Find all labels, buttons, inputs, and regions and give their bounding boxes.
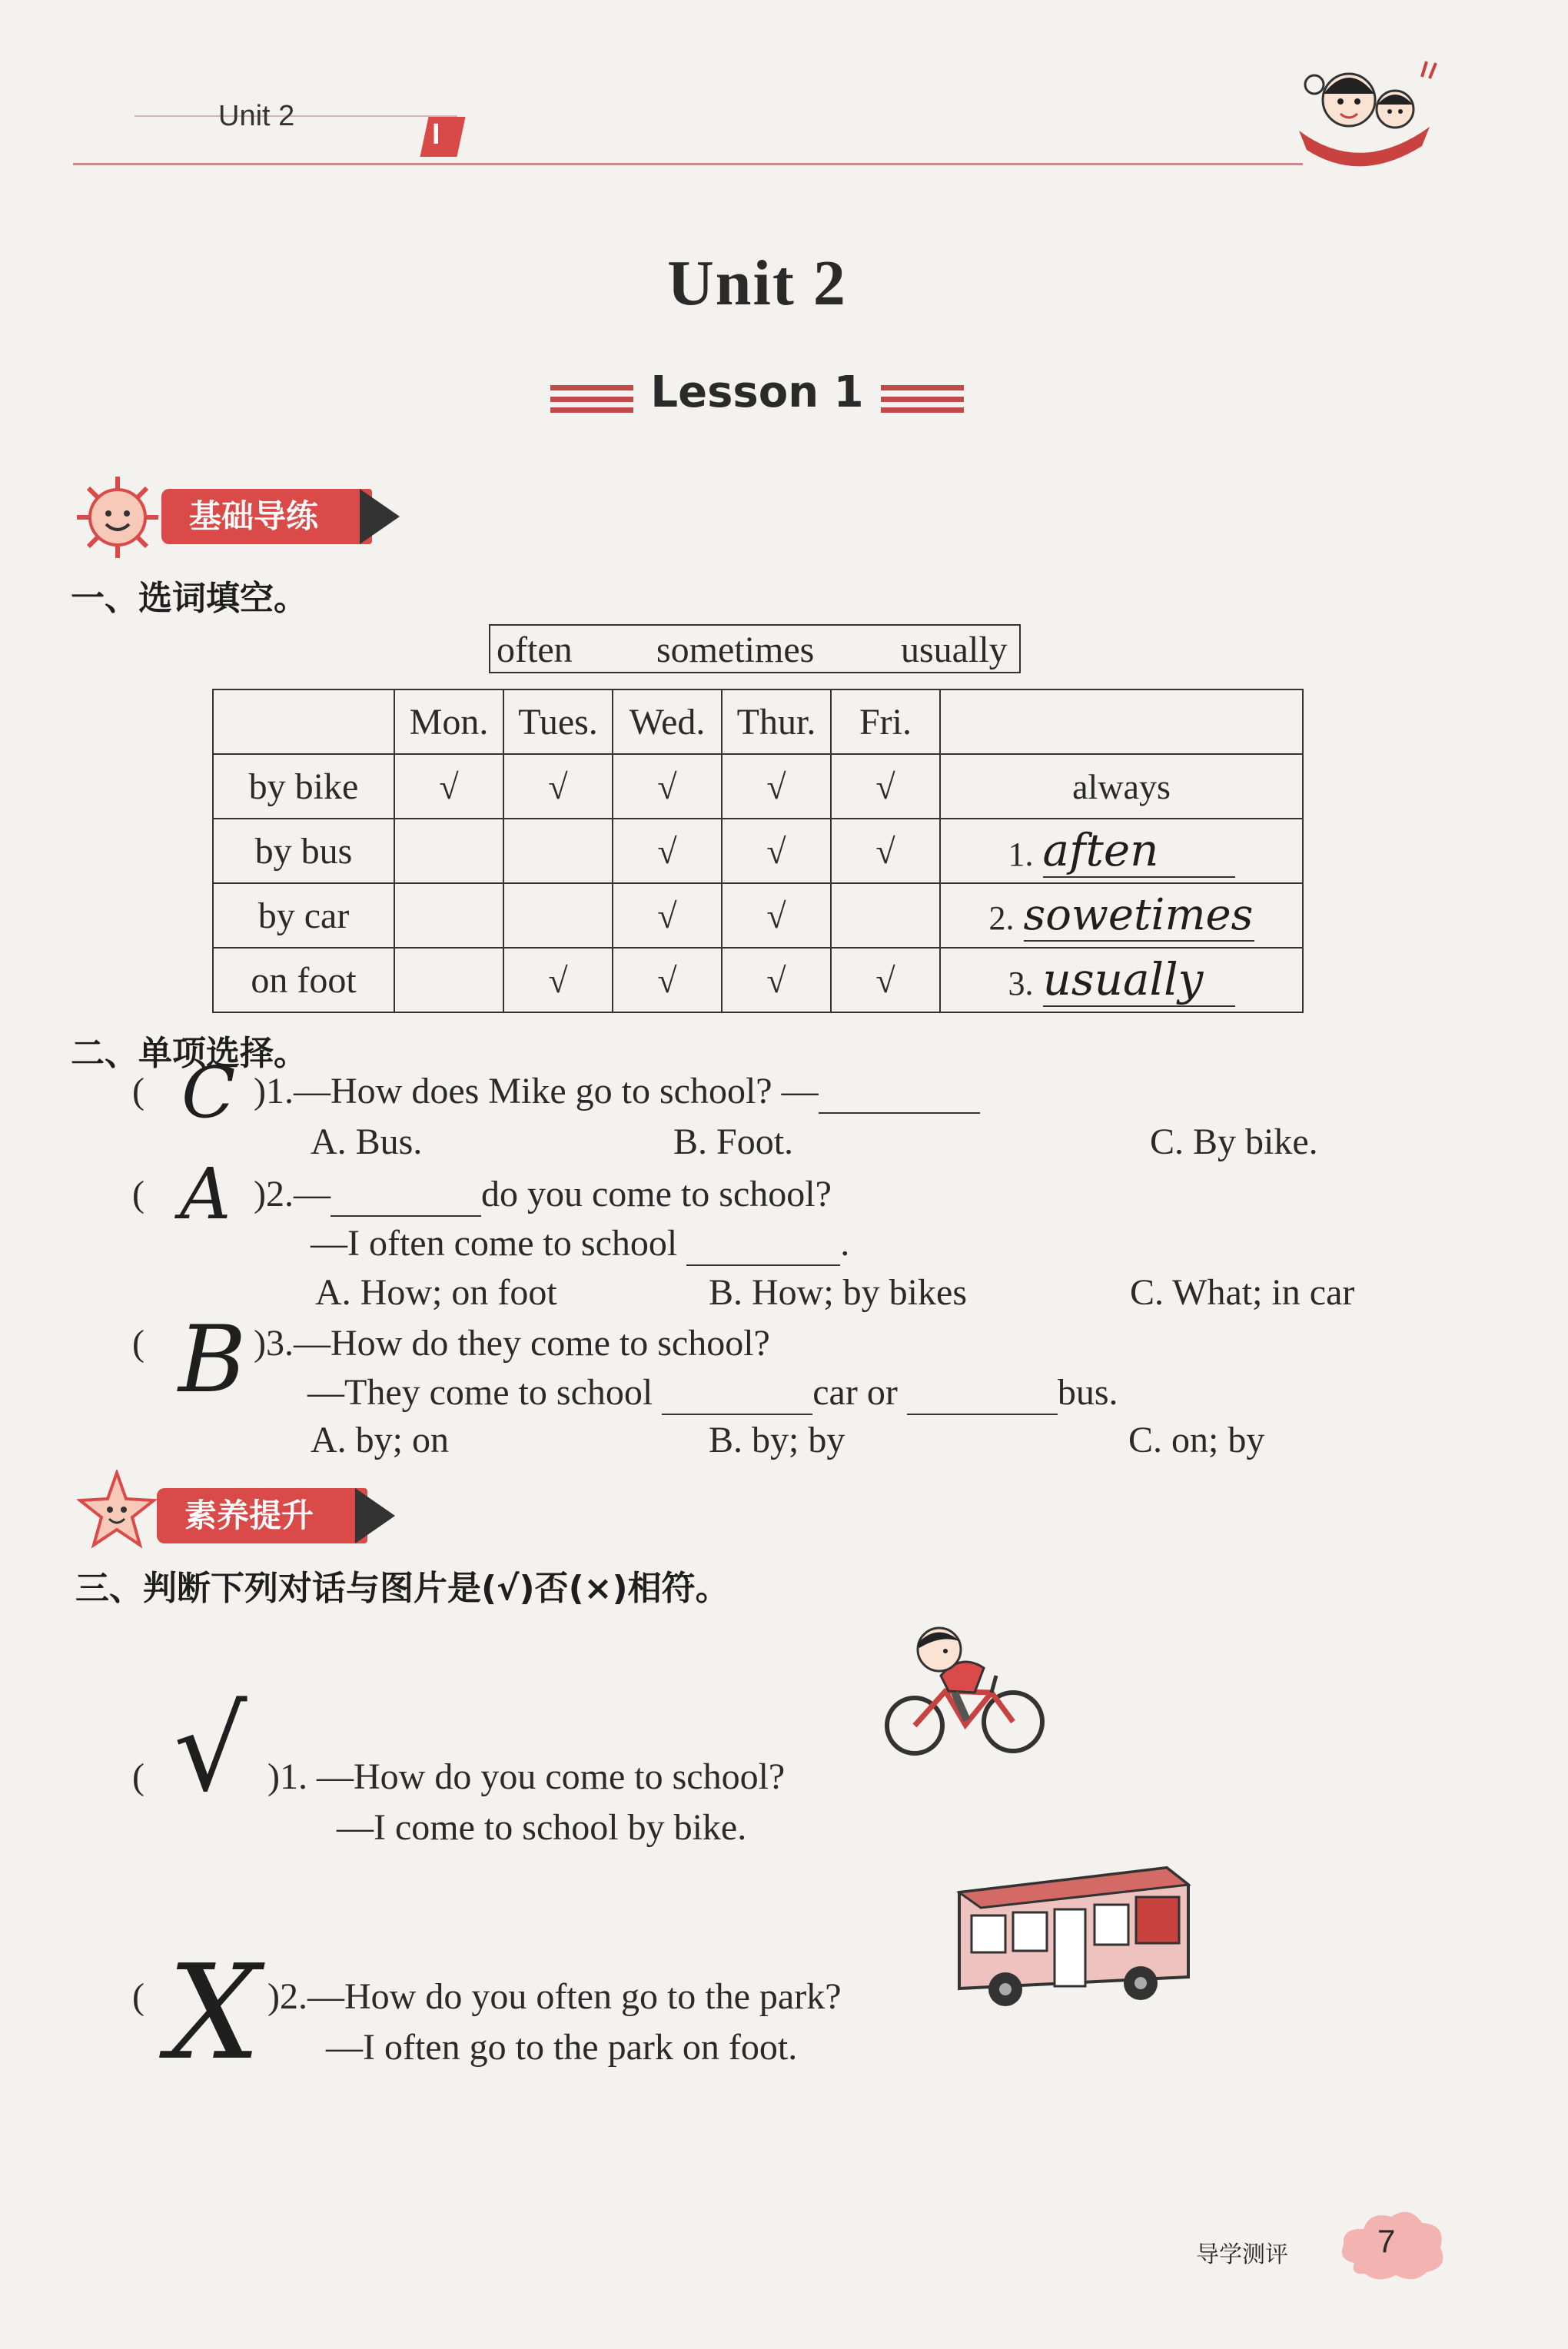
tick-cell: √	[503, 948, 613, 1012]
answer-cell	[940, 754, 1303, 819]
handwritten-answer[interactable]: aften	[1043, 824, 1235, 878]
star-face-icon	[77, 1470, 157, 1550]
sun-face-icon	[75, 475, 160, 560]
tick-cell: √	[394, 754, 503, 819]
table-corner-cell	[213, 689, 394, 754]
tick-cell	[394, 948, 503, 1012]
header-unit-label: Unit 2	[218, 100, 295, 132]
tick-cell: √	[831, 754, 940, 819]
day-header: Fri.	[831, 689, 940, 754]
row-label: by bus	[213, 819, 394, 883]
question-number: )3.	[254, 1323, 294, 1364]
row-label: on foot	[213, 948, 394, 1012]
decor-lines-right	[881, 385, 964, 413]
answer-paren-open: (	[132, 1976, 145, 2017]
word-bank-box	[489, 624, 1021, 673]
answer-cell	[940, 819, 1303, 883]
table-row	[213, 948, 1303, 1012]
word-sometimes: sometimes	[656, 630, 815, 670]
tick-cell: √	[831, 948, 940, 1012]
handwritten-answer[interactable]: usually	[1043, 953, 1235, 1007]
option-c: C. on; by	[1128, 1420, 1265, 1460]
header-tab-label: I	[432, 118, 440, 151]
tick-cell: √	[831, 819, 940, 883]
question-1	[254, 1070, 980, 1114]
answer-number: 1.	[1008, 836, 1034, 873]
footer-label: 导学测评	[1196, 2241, 1288, 2268]
question-text: —How does Mike go to school? —	[293, 1071, 819, 1111]
tick-cell: √	[613, 819, 722, 883]
option-a: A. How; on foot	[315, 1272, 557, 1313]
answer-paren-open: (	[132, 1071, 145, 1111]
table-header-row	[213, 689, 1303, 754]
tick-cell: √	[503, 754, 613, 819]
table-row	[213, 819, 1303, 883]
option-c: C. What; in car	[1130, 1272, 1355, 1313]
badge-pencil-tip	[355, 1488, 395, 1543]
header-rule-top	[135, 115, 457, 117]
tick-cell: √	[722, 948, 831, 1012]
dialogue-1	[267, 1756, 785, 1798]
tick-cell	[831, 883, 940, 948]
table-row	[213, 754, 1303, 819]
tick-cell: √	[613, 948, 722, 1012]
boy-on-bike-icon	[869, 1622, 1053, 1756]
word-often: often	[497, 630, 573, 670]
day-header: Wed.	[613, 689, 722, 754]
option-a: A. by; on	[311, 1420, 449, 1460]
lesson-title: Lesson 1	[650, 367, 864, 417]
page-title: Unit 2	[667, 248, 847, 319]
tick-cell: √	[613, 883, 722, 948]
table-row	[213, 883, 1303, 948]
answer-cell	[940, 883, 1303, 948]
answer-blank[interactable]	[662, 1371, 812, 1415]
question-3	[254, 1322, 770, 1364]
reply-text-mid: car or	[812, 1372, 898, 1413]
header-tab	[420, 117, 465, 157]
option-b: B. Foot.	[673, 1121, 794, 1162]
decor-lines-left	[550, 385, 633, 413]
handwritten-choice[interactable]: C	[181, 1052, 236, 1134]
question-dash: —	[293, 1174, 331, 1214]
answer-blank[interactable]	[907, 1371, 1058, 1415]
option-c: C. By bike.	[1150, 1121, 1318, 1162]
advanced-practice-badge: 素养提升	[157, 1488, 367, 1543]
header-rule	[73, 163, 1303, 165]
answer-paren-open: (	[132, 1174, 145, 1214]
question-number: )1.	[254, 1071, 294, 1111]
frequency-word-always: always	[1072, 766, 1171, 806]
question-text: —How do they come to school?	[293, 1323, 770, 1364]
tick-cell	[394, 883, 503, 948]
question-text: do you come to school?	[480, 1174, 832, 1214]
dialogue-question: —How do you often go to the park?	[307, 1976, 842, 2017]
row-label: by car	[213, 883, 394, 948]
option-b: B. by; by	[709, 1420, 845, 1460]
day-header: Tues.	[503, 689, 613, 754]
tick-cell: √	[613, 754, 722, 819]
kids-illustration-icon	[1284, 54, 1445, 169]
answer-number: 3.	[1008, 965, 1034, 1002]
section1-heading: 一、选词填空。	[71, 579, 307, 618]
handwritten-choice[interactable]: A	[180, 1153, 231, 1235]
answer-number: 2.	[988, 899, 1015, 937]
badge-pencil-tip	[360, 489, 400, 544]
tick-cell	[503, 883, 613, 948]
reply-text: —They come to school	[307, 1372, 653, 1413]
handwritten-answer[interactable]: sowetimes	[1023, 889, 1254, 940]
question-number: )2.	[254, 1174, 294, 1214]
question-3-reply	[307, 1371, 1118, 1415]
day-header: Mon.	[394, 689, 503, 754]
tick-cell: √	[722, 754, 831, 819]
answer-blank[interactable]	[331, 1173, 481, 1217]
answer-header-cell	[940, 689, 1303, 754]
day-header: Thur.	[722, 689, 831, 754]
page-number: 7	[1377, 2223, 1396, 2259]
bus-icon	[944, 1854, 1205, 2015]
question-2-reply	[311, 1222, 849, 1266]
schedule-table	[212, 689, 1304, 1013]
option-b: B. How; by bikes	[709, 1272, 967, 1313]
row-label: by bike	[213, 754, 394, 819]
dialogue-question: —How do you come to school?	[316, 1756, 786, 1797]
reply-text: —I often come to school	[311, 1223, 678, 1264]
question-2	[254, 1173, 832, 1217]
tick-cell	[394, 819, 503, 883]
item-number: )1.	[267, 1756, 307, 1797]
dialogue-2	[267, 1975, 842, 2018]
item-number: )2.	[267, 1976, 307, 2017]
basic-practice-badge: 基础导练	[161, 489, 372, 544]
handwritten-judgement[interactable]: √	[174, 1683, 247, 1817]
reply-end: bus.	[1057, 1372, 1118, 1413]
section3-heading: 三、判断下列对话与图片是(√)否(×)相符。	[75, 1569, 729, 1608]
option-a: A. Bus.	[311, 1121, 423, 1162]
handwritten-choice[interactable]: B	[178, 1307, 247, 1414]
dialogue-2-answer: —I often go to the park on foot.	[326, 2027, 798, 2068]
section2-heading: 二、单项选择。	[71, 1034, 307, 1073]
dialogue-1-answer: —I come to school by bike.	[337, 1807, 747, 1848]
tick-cell: √	[722, 883, 831, 948]
lesson-heading	[0, 367, 1514, 417]
answer-blank[interactable]	[686, 1222, 840, 1266]
answer-cell	[940, 948, 1303, 1012]
answer-paren-open: (	[132, 1323, 145, 1364]
answer-paren-open: (	[132, 1756, 145, 1797]
answer-blank[interactable]	[819, 1070, 980, 1114]
word-usually: usually	[901, 630, 1008, 670]
tick-cell: √	[722, 819, 831, 883]
reply-period: .	[840, 1223, 850, 1264]
handwritten-judgement[interactable]: X	[168, 1937, 261, 2089]
tick-cell	[503, 819, 613, 883]
